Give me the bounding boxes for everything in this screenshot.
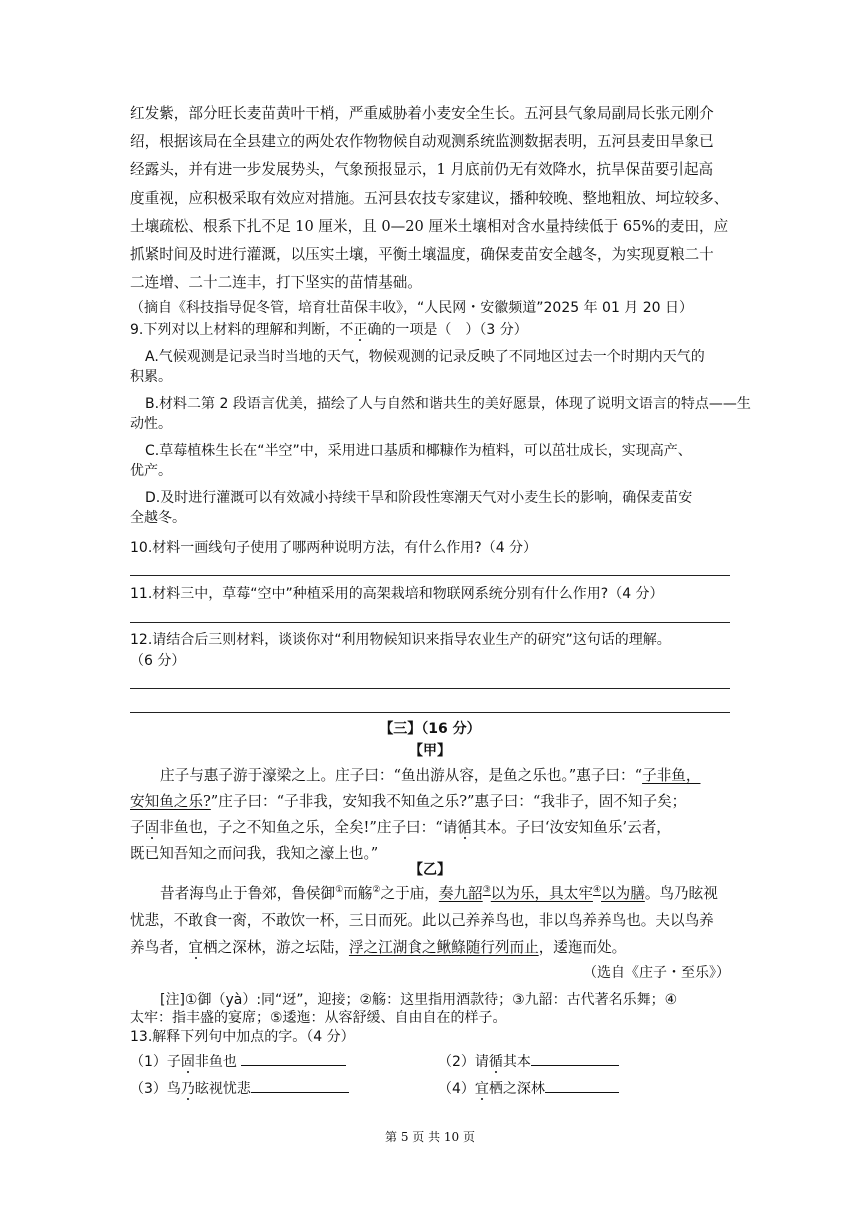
- yi-text: 昔者海鸟止于鲁郊，鲁侯御: [160, 885, 336, 902]
- jia-text: 子: [130, 819, 145, 836]
- question-13-stem: 13.解释下列句中加点的字。（4 分）: [130, 1029, 355, 1045]
- passage-jia-heading: 【甲】: [409, 743, 451, 759]
- option-c-line1: C.草莓植株生长在“半空”中，采用进口基质和椰糠作为植料，可以茁壮成长，实现高产、: [145, 443, 692, 459]
- jia-text: 非鱼也，子之不知鱼之乐，全矣!”庄子曰：“请: [159, 819, 458, 836]
- yi-text: 。鸟乃眩视: [644, 885, 718, 902]
- jia-text: 庄子与惠子游于濠梁之上。庄子曰：“鱼出游从容，是鱼之乐也。”惠子曰：“: [160, 767, 643, 784]
- yi-text: ，逶迤而处。: [538, 939, 627, 956]
- answer-line[interactable]: [130, 712, 730, 713]
- passage-line: 土壤疏松、根系下扎不足 10 厘米，且 0—20 厘米土壤相对含水量持续低于 65%的麦田，应: [130, 218, 729, 235]
- answer-line[interactable]: [130, 622, 730, 623]
- question-12-line1: 12.请结合后三则材料，谈谈你对“利用物候知识来指导农业生产的研究”这句话的理解。: [130, 632, 671, 648]
- yi-text: 养鸟者，: [130, 939, 189, 956]
- yi-text: 栖之深林，游之坛陆，: [203, 939, 349, 956]
- footnote-line-2: 太牢：指丰盛的宴席；⑤逶迤：从容舒缓、自由自在的样子。: [130, 1010, 507, 1026]
- footnote-mark: ④: [592, 885, 602, 896]
- jia-text: 其本。子曰‘汝安知鱼乐’云者，: [471, 819, 671, 836]
- underlined-sentence: 以为膳: [601, 885, 645, 902]
- q13-item-text: （1）子: [130, 1054, 181, 1070]
- q13-item-2: [438, 1051, 698, 1072]
- q13-item-text: 其本: [502, 1054, 531, 1070]
- footnote-line-1: [注]①御（yà）:同“迓”，迎接；②觞：这里指用酒款待；③九韶：古代著名乐舞；④: [160, 992, 678, 1008]
- yi-text: 而觞: [343, 885, 373, 902]
- page-footer: 第 5 页 共 10 页: [385, 1130, 475, 1144]
- passage-line: 红发紫，部分旺长麦苗黄叶干梢，严重威胁着小麦安全生长。五河县气象局副局长张元刚介: [130, 105, 714, 122]
- q13-item-1: [130, 1051, 390, 1072]
- q13-item-text: （3）鸟: [130, 1081, 181, 1097]
- emphasis-dot-char: 正: [353, 322, 368, 338]
- emphasis-dot-char: 宜: [188, 939, 203, 956]
- passage-line: 度重视，应积极采取有效应对措施。五河县农技专家建议，播种较晚、整地粗放、坷垃较多、: [130, 190, 729, 207]
- q13-item-3: [130, 1078, 390, 1099]
- answer-blank[interactable]: [241, 1051, 346, 1066]
- jia-text: ”庄子曰：“子非我，安知我不知鱼之乐?”惠子曰：“我非子，固不知子矣；: [210, 793, 687, 810]
- option-d-line2: 全越冬。: [130, 510, 186, 526]
- passage-source: （选自《庄子・至乐》）: [583, 965, 730, 981]
- jia-line-2: [130, 792, 730, 812]
- answer-line[interactable]: [130, 688, 730, 689]
- option-a-line2: 积累。: [130, 369, 172, 385]
- passage-line: 抓紧时间及时进行灌溉，以压实土壤，平衡土壤温度，确保麦苗安全越冬，为实现夏粮二十: [130, 246, 714, 263]
- underlined-sentence: 子非鱼，: [642, 767, 701, 784]
- answer-blank[interactable]: [545, 1078, 619, 1093]
- jia-line-1: [160, 766, 760, 786]
- source-citation: （摘自《科技指导促冬管，培育壮苗保丰收》，“人民网・安徽频道”2025 年 01 月 20 日）: [130, 300, 694, 316]
- passage-line: 二连增、二十二连丰，打下坚实的苗情基础。: [130, 274, 422, 291]
- emphasis-dot-char: 宜: [474, 1081, 489, 1097]
- footnote-mark: ②: [372, 885, 381, 896]
- yi-line-2: 忧悲，不敢食一脔，不敢饮一杯，三日而死。此以己养养鸟也，非以鸟养养鸟也。夫以鸟养: [130, 912, 714, 929]
- emphasis-dot-char: 固: [144, 819, 160, 836]
- passage-line: 经露头，并有进一步发展势头，气象预报显示，1 月底前仍无有效降水，抗旱保苗要引起高: [130, 161, 714, 178]
- emphasis-dot-char: 循: [488, 1054, 503, 1070]
- footnote-mark: ③: [482, 885, 491, 896]
- option-b-line1: B.材料二第 2 段语言优美，描绘了人与自然和谐共生的美好愿景，体现了说明文语言的特点——生: [145, 396, 751, 412]
- q13-item-text: 非鱼也: [194, 1054, 237, 1070]
- question-9-stem: [130, 320, 730, 340]
- underlined-sentence: 以为乐，具太牢: [490, 885, 593, 902]
- footnote-mark: ①: [335, 885, 344, 896]
- yi-line-1: [160, 884, 760, 904]
- jia-line-3: [130, 818, 730, 838]
- yi-line-3: [130, 938, 730, 958]
- q9-stem-text: 9.下列对以上材料的理解和判断，: [130, 322, 340, 338]
- answer-blank[interactable]: [531, 1051, 619, 1066]
- emphasis-dot-char: 循: [457, 819, 472, 836]
- question-10: 10.材料一画线句子使用了哪两种说明方法，有什么作用?（4 分）: [130, 540, 538, 556]
- q13-item-text: 眩视忧悲: [194, 1081, 251, 1097]
- option-c-line2: 优产。: [130, 463, 172, 479]
- option-a-line1: A.气候观测是记录当时当地的天气，物候观测的记录反映了不同地区过去一个时期内天气的: [145, 349, 705, 365]
- passage-line: 绍，根据该局在全县建立的两处农作物物候自动观测系统监测数据表明，五河县麦田旱象已: [130, 133, 714, 150]
- underlined-sentence: 浮之江湖食之鳅鲦随行列而止: [348, 939, 539, 956]
- q9-stem-text: 的一项是（ ）（3 分）: [381, 322, 528, 338]
- q9-stem-word: 确: [367, 322, 382, 338]
- underlined-sentence: 奏九韶: [438, 885, 483, 902]
- q13-item-text: 栖之深林: [488, 1081, 545, 1097]
- q9-stem-word: 不: [339, 322, 354, 338]
- jia-line-4: 既已知吾知之而问我，我知之濠上也。”: [130, 845, 379, 862]
- answer-blank[interactable]: [251, 1078, 349, 1093]
- q13-item-4: [438, 1078, 698, 1099]
- option-b-line2: 动性。: [130, 416, 172, 432]
- question-11: 11.材料三中，草莓“空中”种植采用的高架栽培和物联网系统分别有什么作用?（4 分）: [130, 586, 664, 602]
- emphasis-dot-char: 乃: [180, 1081, 195, 1097]
- passage-yi-heading: 【乙】: [409, 862, 451, 878]
- yi-text: 之于庙，: [380, 885, 439, 902]
- question-12-line2: （6 分）: [130, 653, 186, 669]
- option-d-line1: D.及时进行灌溉可以有效减小持续干旱和阶段性寒潮天气对小麦生长的影响，确保麦苗安: [145, 490, 693, 506]
- answer-line[interactable]: [130, 575, 730, 576]
- q13-item-text: （2）请: [438, 1054, 489, 1070]
- emphasis-dot-char: 固: [180, 1054, 195, 1070]
- underlined-sentence: 安知鱼之乐?: [130, 793, 211, 810]
- section-3-title: 【三】（16 分）: [379, 721, 481, 737]
- q13-item-text: （4）: [438, 1081, 475, 1097]
